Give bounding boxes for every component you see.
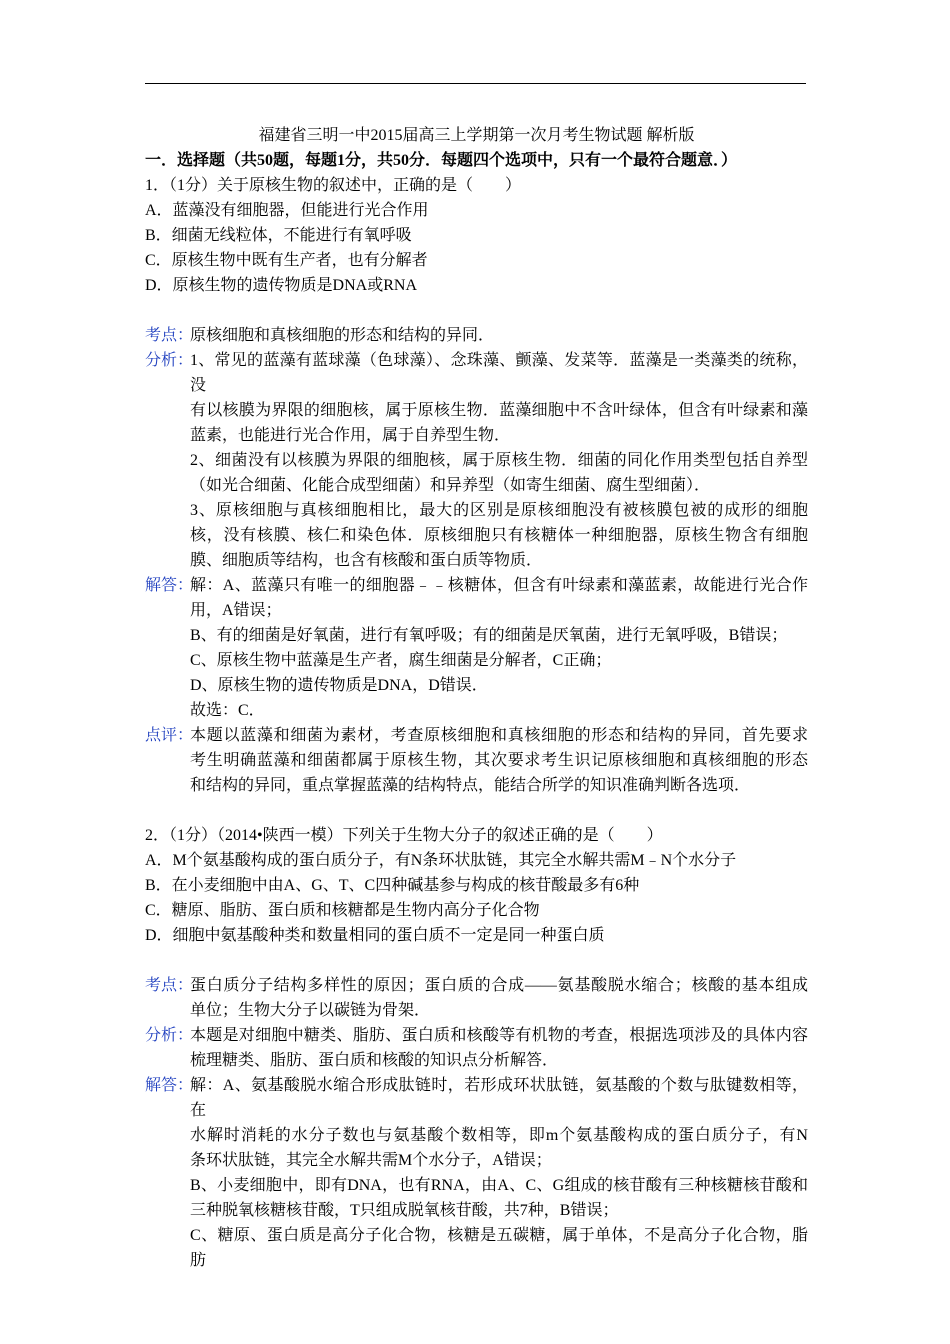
kaodian-line: 蛋白质分子结构多样性的原因；蛋白质的合成——氨基酸脱水缩合；核酸的基本组成 bbox=[190, 977, 808, 994]
jieda-label: 解答： bbox=[145, 1077, 194, 1094]
question-stem: 2．（1分）（2014•陕西一模）下列关于生物大分子的叙述正确的是（ ） bbox=[145, 827, 663, 844]
document-title: 福建省三明一中2015届高三上学期第一次月考生物试题 解析版 bbox=[258, 127, 695, 144]
answer-line: D、原核生物的遗传物质是DNA，D错误． bbox=[190, 677, 488, 694]
answer-line: 解：A、氨基酸脱水缩合形成肽链时，若形成环状肽链，氨基酸的个数与肽键数相等，在 bbox=[190, 1077, 808, 1119]
header-rule bbox=[145, 83, 806, 84]
section-heading: 一．选择题（共50题，每题1分，共50分．每题四个选项中，只有一个最符合题意．） bbox=[145, 152, 738, 169]
comment-line: 本题以蓝藻和细菌为素材，考查原核细胞和真核细胞的形态和结构的异同，首先要求 bbox=[190, 727, 808, 744]
analysis-line: （如光合细菌、化能合成型细菌）和异养型（如寄生细菌、腐生型细菌）． bbox=[190, 477, 711, 494]
dianping-label: 点评： bbox=[145, 727, 194, 744]
analysis-line: 3、原核细胞与真核细胞相比，最大的区别是原核细胞没有被核膜包被的成形的细胞 bbox=[190, 502, 808, 519]
fenxi-section bbox=[145, 348, 808, 573]
option-c: C．糖原、脂肪、蛋白质和核糖都是生物内高分子化合物 bbox=[145, 902, 540, 919]
option-b: B．细菌无线粒体，不能进行有氧呼吸 bbox=[145, 227, 412, 244]
analysis-line: 梳理糖类、脂肪、蛋白质和核酸的知识点分析解答． bbox=[190, 1052, 559, 1069]
option-a: A．蓝藻没有细胞器，但能进行光合作用 bbox=[145, 202, 429, 219]
kaodian-label: 考点： bbox=[145, 977, 194, 994]
answer-line: 解：A、蓝藻只有唯一的细胞器﹣﹣核糖体，但含有叶绿素和藻蓝素，故能进行光合作 bbox=[190, 577, 808, 594]
kaodian-section bbox=[145, 973, 808, 1023]
kaodian-label: 考点： bbox=[145, 327, 194, 344]
option-d: D．原核生物的遗传物质是DNA或RNA bbox=[145, 277, 418, 294]
comment-line: 和结构的异同，重点掌握蓝藻的结构特点，能结合所学的知识准确判断各选项． bbox=[190, 777, 751, 794]
analysis-line: 1、常见的蓝藻有蓝球藻（色球藻）、念珠藻、颤藻、发菜等．蓝藻是一类藻类的统称，没 bbox=[190, 352, 808, 394]
kaodian-text: 原核细胞和真核细胞的形态和结构的异同． bbox=[190, 327, 495, 344]
answer-line: C、原核生物中蓝藻是生产者，腐生细菌是分解者，C正确； bbox=[190, 652, 612, 669]
fenxi-label: 分析： bbox=[145, 352, 194, 369]
analysis-line: 本题是对细胞中糖类、脂肪、蛋白质和核酸等有机物的考查，根据选项涉及的具体内容 bbox=[190, 1027, 808, 1044]
answer-line: C、糖原、蛋白质是高分子化合物，核糖是五碳糖，属于单体，不是高分子化合物，脂肪 bbox=[190, 1227, 808, 1269]
kaodian-section bbox=[145, 323, 808, 348]
option-c: C．原核生物中既有生产者，也有分解者 bbox=[145, 252, 428, 269]
document-body bbox=[145, 123, 808, 1273]
question-stem: 1．（1分）关于原核生物的叙述中，正确的是（ ） bbox=[145, 177, 522, 194]
answer-line: 故选：C． bbox=[190, 702, 265, 719]
analysis-line: 蓝素，也能进行光合作用，属于自养型生物． bbox=[190, 427, 511, 444]
option-b: B．在小麦细胞中由A、G、T、C四种碱基参与构成的核苷酸最多有6种 bbox=[145, 877, 640, 894]
jieda-section bbox=[145, 1073, 808, 1273]
jieda-label: 解答： bbox=[145, 577, 194, 594]
analysis-line: 核，没有核膜、核仁和染色体．原核细胞只有核糖体一种细胞器，原核生物含有细胞 bbox=[190, 527, 808, 544]
analysis-line: 有以核膜为界限的细胞核，属于原核生物．蓝藻细胞中不含叶绿体，但含有叶绿素和藻 bbox=[190, 402, 808, 419]
option-d: D．细胞中氨基酸种类和数量相同的蛋白质不一定是同一种蛋白质 bbox=[145, 927, 605, 944]
answer-line: 条环状肽链，其完全水解共需M个水分子，A错误； bbox=[190, 1152, 552, 1169]
answer-line: 三种脱氧核糖核苷酸，T只组成脱氧核苷酸，共7种，B错误； bbox=[190, 1202, 619, 1219]
dianping-section bbox=[145, 723, 808, 798]
kaodian-line: 单位；生物大分子以碳链为骨架． bbox=[190, 1002, 431, 1019]
comment-line: 考生明确蓝藻和细菌都属于原核生物，其次要求考生识记原核细胞和真核细胞的形态 bbox=[190, 752, 808, 769]
fenxi-label: 分析： bbox=[145, 1027, 194, 1044]
analysis-line: 膜、细胞质等结构，也含有核酸和蛋白质等物质． bbox=[190, 552, 543, 569]
answer-line: B、小麦细胞中，即有DNA，也有RNA，由A、C、G组成的核苷酸有三种核糖核苷酸和 bbox=[190, 1177, 808, 1194]
option-a: A．M个氨基酸构成的蛋白质分子，有N条环状肽链，其完全水解共需M﹣N个水分子 bbox=[145, 852, 737, 869]
fenxi-section bbox=[145, 1023, 808, 1073]
question-1 bbox=[145, 173, 808, 798]
answer-line: 用，A错误； bbox=[190, 602, 282, 619]
answer-line: 水解时消耗的水分子数也与氨基酸个数相等，即m个氨基酸构成的蛋白质分子，有N bbox=[190, 1127, 808, 1144]
jieda-section bbox=[145, 573, 808, 723]
answer-line: B、有的细菌是好氧菌，进行有氧呼吸；有的细菌是厌氧菌，进行无氧呼吸，B错误； bbox=[190, 627, 788, 644]
question-2 bbox=[145, 823, 808, 1273]
analysis-line: 2、细菌没有以核膜为界限的细胞核，属于原核生物．细菌的同化作用类型包括自养型 bbox=[190, 452, 808, 469]
